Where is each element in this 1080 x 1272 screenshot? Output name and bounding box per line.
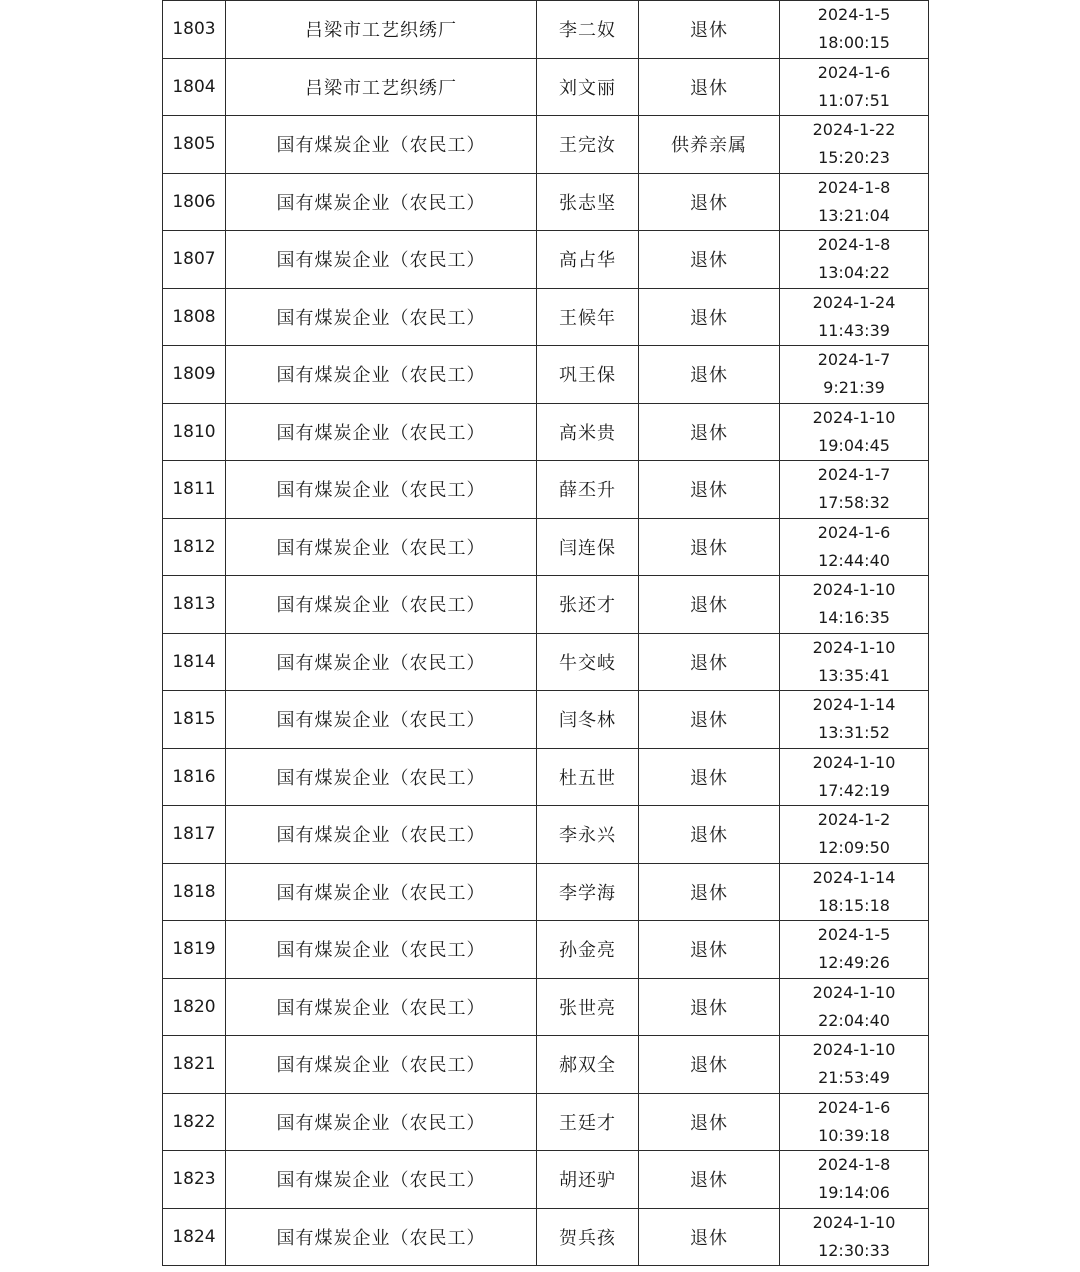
table-row — [163, 1036, 929, 1094]
date-text: 2024-1-7 — [817, 350, 891, 370]
time-text: 17:58:32 — [818, 493, 890, 513]
table-row — [163, 748, 929, 806]
serial-number-cell: 1820 — [163, 978, 226, 1036]
unit-cell: 国有煤炭企业（农民工） — [226, 1208, 537, 1266]
table-row — [163, 978, 929, 1036]
unit-cell: 国有煤炭企业（农民工） — [226, 748, 537, 806]
table-row — [163, 231, 929, 289]
time-text: 11:07:51 — [818, 90, 890, 110]
category-cell: 退休 — [639, 461, 780, 519]
unit-cell: 吕梁市工艺织绣厂 — [226, 58, 537, 116]
datetime-cell — [780, 403, 929, 461]
person-name-cell: 高占华 — [537, 231, 639, 289]
datetime-cell — [780, 346, 929, 404]
category-cell: 退休 — [639, 863, 780, 921]
serial-number-cell: 1803 — [163, 1, 226, 59]
category-cell: 供养亲属 — [639, 116, 780, 174]
date-text: 2024-1-10 — [812, 637, 896, 657]
person-name-cell: 刘文丽 — [537, 58, 639, 116]
table-row — [163, 1093, 929, 1151]
datetime-cell — [780, 518, 929, 576]
datetime-cell — [780, 691, 929, 749]
category-cell: 退休 — [639, 1151, 780, 1209]
time-text: 18:00:15 — [818, 33, 890, 53]
table-row — [163, 58, 929, 116]
time-text: 21:53:49 — [818, 1068, 890, 1088]
person-name-cell: 孙金亮 — [537, 921, 639, 979]
datetime-cell — [780, 633, 929, 691]
date-text: 2024-1-8 — [817, 1155, 891, 1175]
table-row — [163, 1208, 929, 1266]
table-row — [163, 576, 929, 634]
unit-cell: 国有煤炭企业（农民工） — [226, 346, 537, 404]
date-text: 2024-1-6 — [817, 1097, 891, 1117]
datetime-cell — [780, 1151, 929, 1209]
date-text: 2024-1-10 — [812, 1212, 896, 1232]
date-text: 2024-1-22 — [812, 120, 896, 140]
person-name-cell: 胡还驴 — [537, 1151, 639, 1209]
person-name-cell: 闫连保 — [537, 518, 639, 576]
time-text: 13:21:04 — [818, 205, 890, 225]
time-text: 22:04:40 — [818, 1010, 890, 1030]
serial-number-cell: 1812 — [163, 518, 226, 576]
category-cell: 退休 — [639, 288, 780, 346]
serial-number-cell: 1805 — [163, 116, 226, 174]
datetime-cell — [780, 1093, 929, 1151]
person-name-cell: 李永兴 — [537, 806, 639, 864]
category-cell: 退休 — [639, 921, 780, 979]
table-row — [163, 518, 929, 576]
datetime-cell — [780, 576, 929, 634]
time-text: 13:04:22 — [818, 263, 890, 283]
serial-number-cell: 1808 — [163, 288, 226, 346]
date-text: 2024-1-10 — [812, 1040, 896, 1060]
serial-number-cell: 1811 — [163, 461, 226, 519]
category-cell: 退休 — [639, 978, 780, 1036]
table-row — [163, 461, 929, 519]
category-cell: 退休 — [639, 58, 780, 116]
date-text: 2024-1-14 — [812, 867, 896, 887]
serial-number-cell: 1810 — [163, 403, 226, 461]
time-text: 19:04:45 — [818, 435, 890, 455]
time-text: 19:14:06 — [818, 1183, 890, 1203]
serial-number-cell: 1804 — [163, 58, 226, 116]
unit-cell: 国有煤炭企业（农民工） — [226, 231, 537, 289]
date-text: 2024-1-10 — [812, 982, 896, 1002]
serial-number-cell: 1823 — [163, 1151, 226, 1209]
person-name-cell: 李学海 — [537, 863, 639, 921]
person-name-cell: 王完汝 — [537, 116, 639, 174]
date-text: 2024-1-5 — [817, 925, 891, 945]
date-text: 2024-1-5 — [817, 5, 891, 25]
category-cell: 退休 — [639, 518, 780, 576]
person-name-cell: 闫冬林 — [537, 691, 639, 749]
category-cell: 退休 — [639, 1036, 780, 1094]
table-row — [163, 288, 929, 346]
time-text: 12:30:33 — [818, 1240, 890, 1260]
person-name-cell: 张世亮 — [537, 978, 639, 1036]
person-name-cell: 张还才 — [537, 576, 639, 634]
serial-number-cell: 1817 — [163, 806, 226, 864]
category-cell: 退休 — [639, 691, 780, 749]
records-table — [162, 0, 929, 1266]
category-cell: 退休 — [639, 576, 780, 634]
time-text: 12:09:50 — [818, 838, 890, 858]
person-name-cell: 薛丕升 — [537, 461, 639, 519]
datetime-cell — [780, 921, 929, 979]
time-text: 15:20:23 — [818, 148, 890, 168]
table-row — [163, 173, 929, 231]
unit-cell: 国有煤炭企业（农民工） — [226, 173, 537, 231]
time-text: 12:44:40 — [818, 550, 890, 570]
serial-number-cell: 1813 — [163, 576, 226, 634]
person-name-cell: 李二奴 — [537, 1, 639, 59]
serial-number-cell: 1814 — [163, 633, 226, 691]
unit-cell: 国有煤炭企业（农民工） — [226, 633, 537, 691]
time-text: 18:15:18 — [818, 895, 890, 915]
serial-number-cell: 1809 — [163, 346, 226, 404]
unit-cell: 国有煤炭企业（农民工） — [226, 116, 537, 174]
date-text: 2024-1-8 — [817, 235, 891, 255]
table-row — [163, 403, 929, 461]
person-name-cell: 杜五世 — [537, 748, 639, 806]
person-name-cell: 牛交岐 — [537, 633, 639, 691]
datetime-cell — [780, 58, 929, 116]
datetime-cell — [780, 461, 929, 519]
date-text: 2024-1-10 — [812, 752, 896, 772]
person-name-cell: 张志坚 — [537, 173, 639, 231]
unit-cell: 吕梁市工艺织绣厂 — [226, 1, 537, 59]
datetime-cell — [780, 806, 929, 864]
datetime-cell — [780, 978, 929, 1036]
date-text: 2024-1-7 — [817, 465, 891, 485]
table-row — [163, 691, 929, 749]
serial-number-cell: 1818 — [163, 863, 226, 921]
datetime-cell — [780, 288, 929, 346]
unit-cell: 国有煤炭企业（农民工） — [226, 921, 537, 979]
unit-cell: 国有煤炭企业（农民工） — [226, 978, 537, 1036]
table-row — [163, 863, 929, 921]
unit-cell: 国有煤炭企业（农民工） — [226, 1036, 537, 1094]
serial-number-cell: 1807 — [163, 231, 226, 289]
table-row — [163, 633, 929, 691]
time-text: 10:39:18 — [818, 1125, 890, 1145]
category-cell: 退休 — [639, 346, 780, 404]
datetime-cell — [780, 863, 929, 921]
serial-number-cell: 1815 — [163, 691, 226, 749]
person-name-cell: 王廷才 — [537, 1093, 639, 1151]
unit-cell: 国有煤炭企业（农民工） — [226, 1093, 537, 1151]
category-cell: 退休 — [639, 633, 780, 691]
category-cell: 退休 — [639, 403, 780, 461]
serial-number-cell: 1819 — [163, 921, 226, 979]
time-text: 9:21:39 — [823, 378, 885, 398]
datetime-cell — [780, 1036, 929, 1094]
date-text: 2024-1-14 — [812, 695, 896, 715]
category-cell: 退休 — [639, 806, 780, 864]
category-cell: 退休 — [639, 1, 780, 59]
records-sheet — [162, 0, 928, 1266]
datetime-cell — [780, 116, 929, 174]
datetime-cell — [780, 1208, 929, 1266]
datetime-cell — [780, 231, 929, 289]
person-name-cell: 郝双全 — [537, 1036, 639, 1094]
time-text: 13:35:41 — [818, 665, 890, 685]
table-row — [163, 1151, 929, 1209]
date-text: 2024-1-8 — [817, 177, 891, 197]
category-cell: 退休 — [639, 173, 780, 231]
serial-number-cell: 1822 — [163, 1093, 226, 1151]
category-cell: 退休 — [639, 231, 780, 289]
serial-number-cell: 1821 — [163, 1036, 226, 1094]
person-name-cell: 贺兵孩 — [537, 1208, 639, 1266]
person-name-cell: 高米贵 — [537, 403, 639, 461]
table-row — [163, 921, 929, 979]
serial-number-cell: 1824 — [163, 1208, 226, 1266]
datetime-cell — [780, 748, 929, 806]
serial-number-cell: 1816 — [163, 748, 226, 806]
time-text: 17:42:19 — [818, 780, 890, 800]
records-table-body — [163, 1, 929, 1266]
category-cell: 退休 — [639, 1093, 780, 1151]
datetime-cell — [780, 1, 929, 59]
time-text: 11:43:39 — [818, 320, 890, 340]
table-row — [163, 116, 929, 174]
date-text: 2024-1-24 — [812, 292, 896, 312]
unit-cell: 国有煤炭企业（农民工） — [226, 403, 537, 461]
date-text: 2024-1-10 — [812, 580, 896, 600]
serial-number-cell: 1806 — [163, 173, 226, 231]
time-text: 14:16:35 — [818, 608, 890, 628]
person-name-cell: 巩王保 — [537, 346, 639, 404]
date-text: 2024-1-6 — [817, 522, 891, 542]
date-text: 2024-1-6 — [817, 62, 891, 82]
category-cell: 退休 — [639, 748, 780, 806]
unit-cell: 国有煤炭企业（农民工） — [226, 863, 537, 921]
datetime-cell — [780, 173, 929, 231]
unit-cell: 国有煤炭企业（农民工） — [226, 288, 537, 346]
time-text: 12:49:26 — [818, 953, 890, 973]
person-name-cell: 王候年 — [537, 288, 639, 346]
unit-cell: 国有煤炭企业（农民工） — [226, 691, 537, 749]
table-row — [163, 806, 929, 864]
unit-cell: 国有煤炭企业（农民工） — [226, 806, 537, 864]
date-text: 2024-1-10 — [812, 407, 896, 427]
table-row — [163, 346, 929, 404]
unit-cell: 国有煤炭企业（农民工） — [226, 518, 537, 576]
time-text: 13:31:52 — [818, 723, 890, 743]
unit-cell: 国有煤炭企业（农民工） — [226, 576, 537, 634]
table-row — [163, 1, 929, 59]
category-cell: 退休 — [639, 1208, 780, 1266]
date-text: 2024-1-2 — [817, 810, 891, 830]
unit-cell: 国有煤炭企业（农民工） — [226, 1151, 537, 1209]
unit-cell: 国有煤炭企业（农民工） — [226, 461, 537, 519]
